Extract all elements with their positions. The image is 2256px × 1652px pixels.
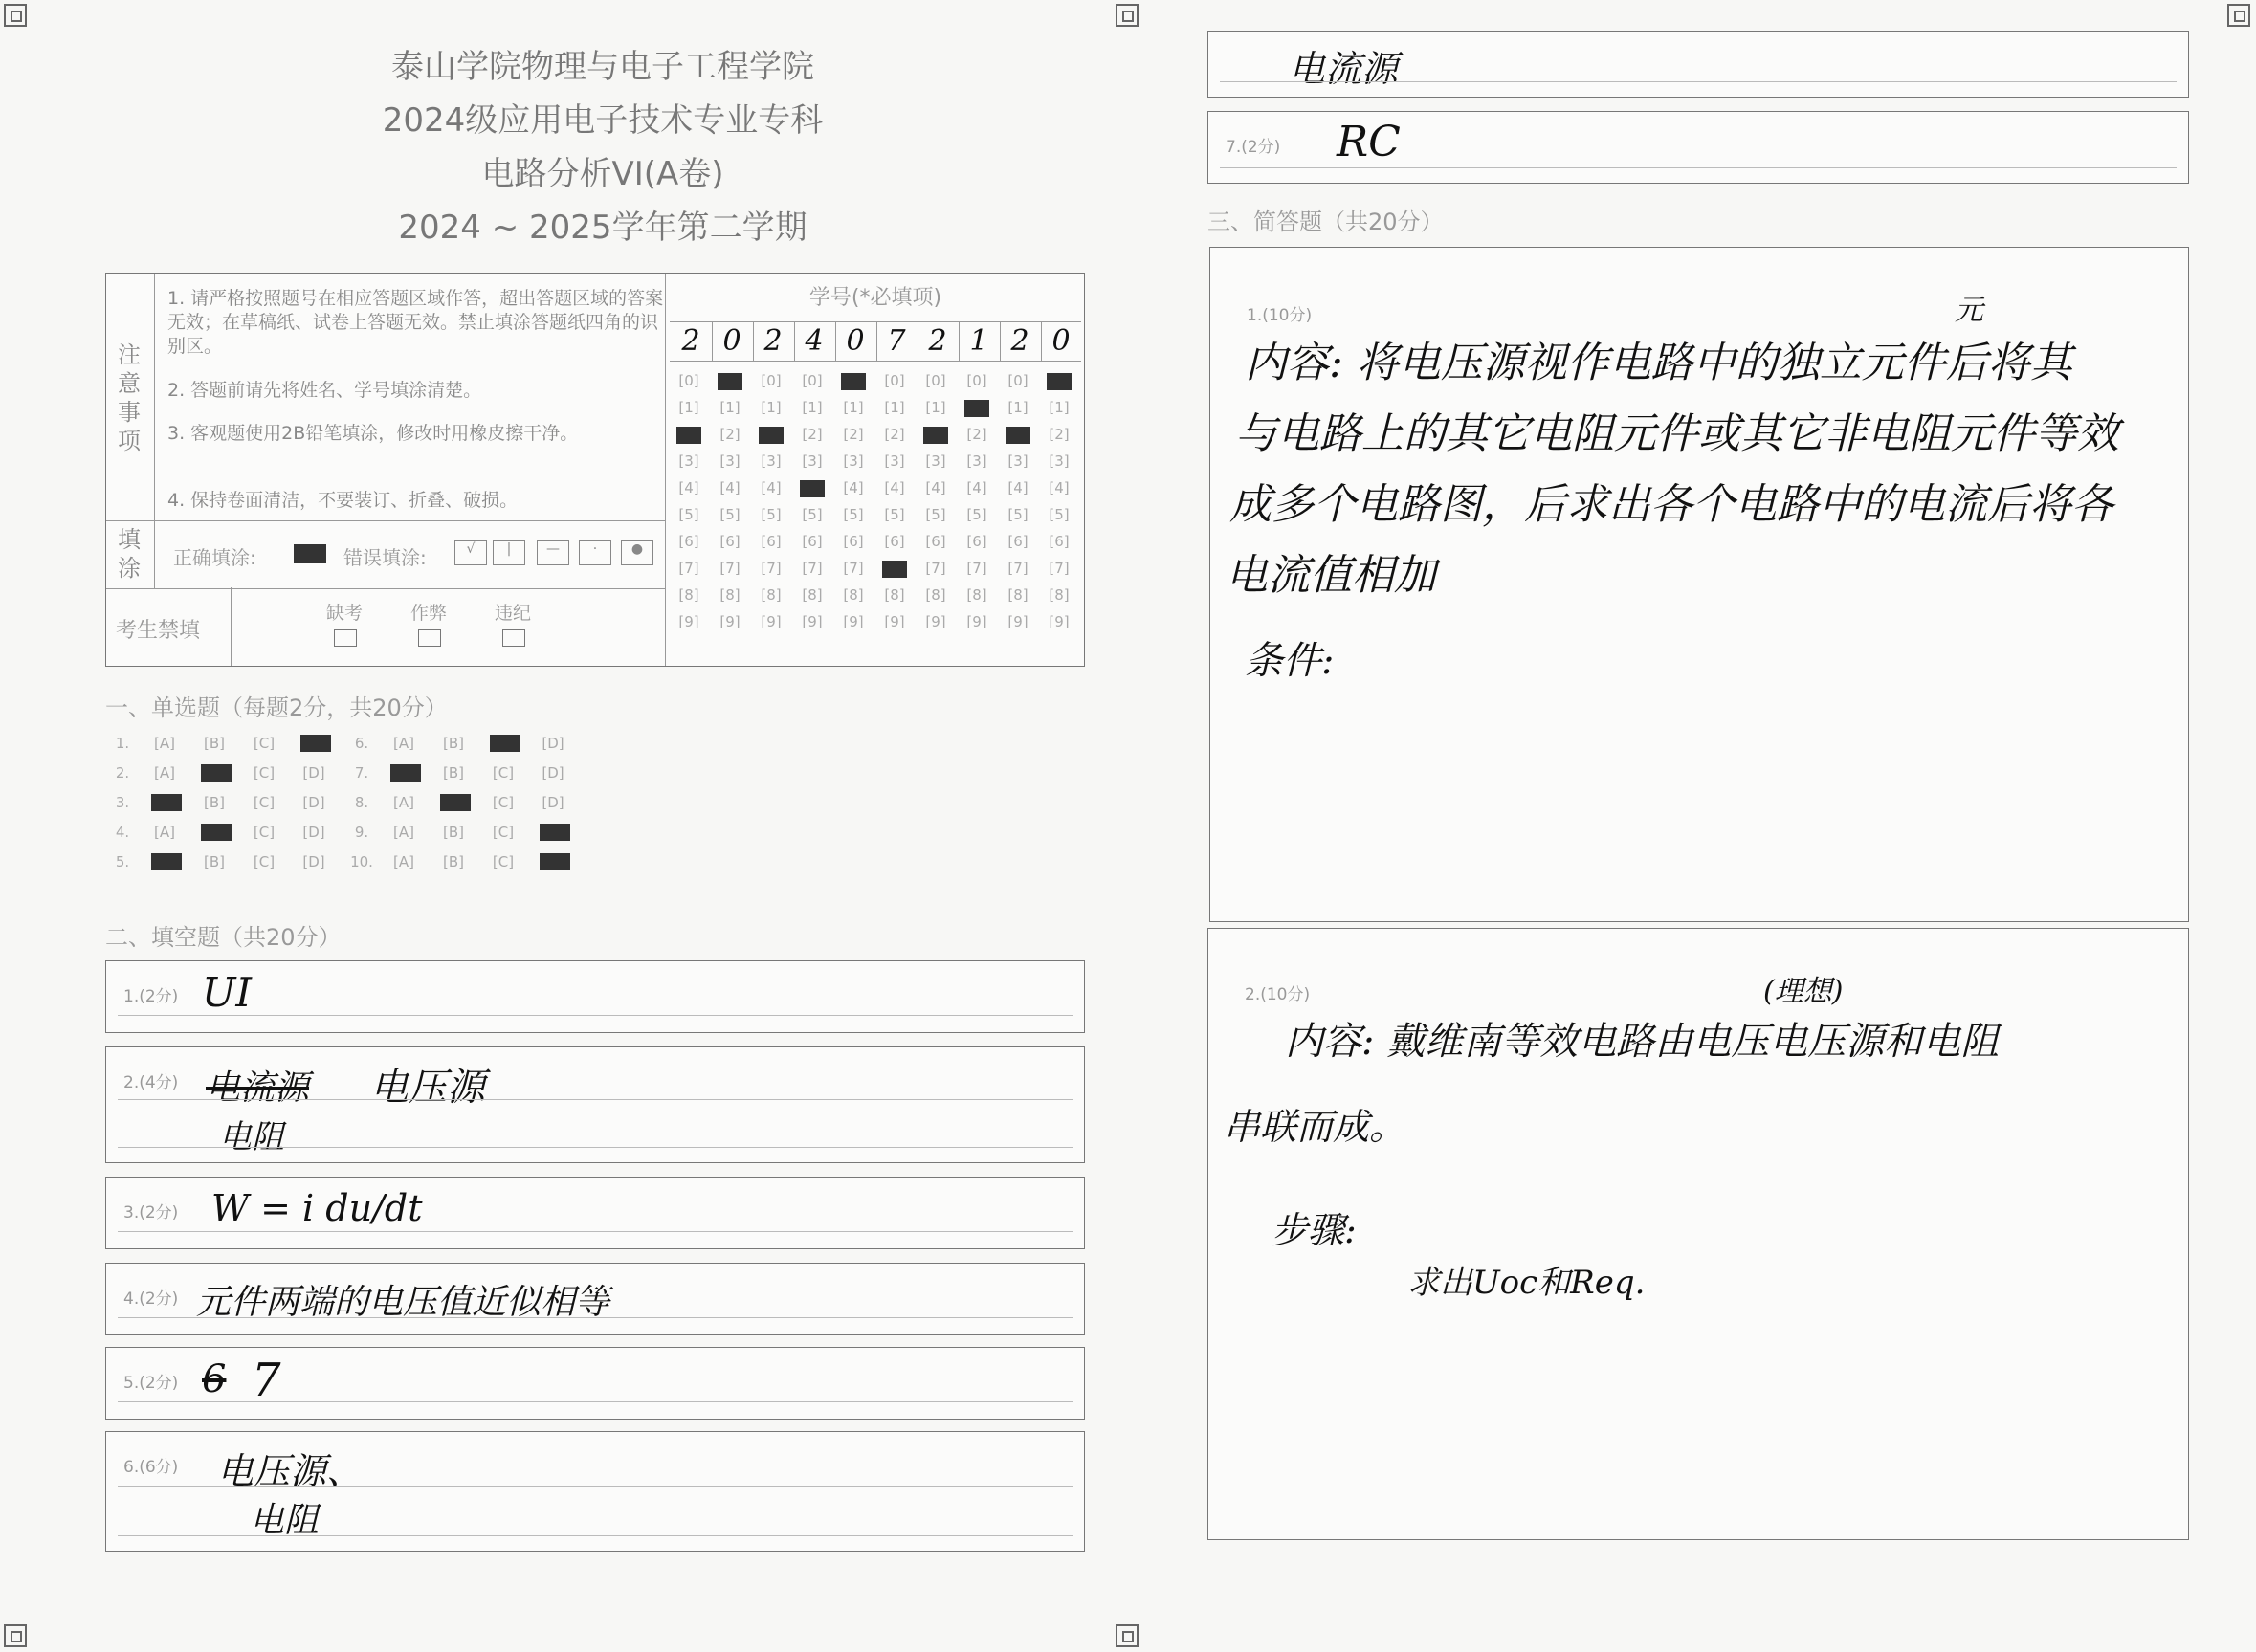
mc-question-row (105, 792, 339, 819)
id-bubble[interactable]: [5] (925, 506, 946, 523)
id-bubble[interactable]: [8] (678, 586, 699, 604)
blank-q4-box[interactable] (105, 1263, 1085, 1335)
mc-question-row (105, 733, 339, 760)
mc-option-bubble[interactable]: [C] (253, 735, 276, 752)
id-bubble-column (962, 367, 992, 635)
short-q1-line3: 成多个电路图，后求出各个电路中的电流后将各 (1229, 480, 2113, 529)
id-bubble[interactable]: [3] (802, 452, 823, 470)
mc-question-row (105, 762, 339, 789)
mc-option-bubble[interactable]: [B] (443, 735, 464, 752)
wrong-fill-sample-4: · (579, 540, 611, 565)
violation-option-label: 违纪 (495, 603, 532, 624)
id-digit: 7 (875, 322, 918, 361)
id-bubble[interactable]: [4] (719, 479, 741, 496)
wrong-fill-text: 错误填涂: (343, 546, 427, 569)
id-bubble[interactable]: [4] (761, 479, 782, 496)
mc-option-bubble[interactable]: [D] (302, 824, 325, 841)
correct-fill-text: 正确填涂: (173, 546, 256, 569)
blank-q2-struck: 电流源 (206, 1068, 310, 1108)
mc-option-bubble[interactable]: [B] (204, 735, 225, 752)
short-q1-line4: 电流值相加 (1226, 551, 1436, 600)
mc-option-bubble[interactable]: [C] (253, 824, 276, 841)
id-bubble[interactable]: [1] (719, 399, 741, 416)
id-bubble[interactable]: [4] (678, 479, 699, 496)
id-bubble[interactable]: [0] (884, 372, 905, 389)
mc-question-number: 8. (354, 794, 369, 811)
id-bubble[interactable]: [0] (802, 372, 823, 389)
id-bubble[interactable]: [9] (884, 613, 905, 630)
cheat-checkbox[interactable] (418, 629, 441, 650)
mc-option-bubble[interactable]: [B] (204, 794, 225, 811)
id-bubble[interactable] (1044, 367, 1074, 394)
id-bubble[interactable]: [1] (925, 399, 946, 416)
id-bubble[interactable] (920, 421, 951, 448)
semester-title: 2024 ~ 2025学年第二学期 (398, 209, 807, 247)
correct-fill-sample (294, 544, 326, 563)
id-bubble[interactable]: [7] (761, 560, 782, 577)
short-q1-insert: 元 (1955, 294, 1983, 327)
id-bubble[interactable]: [6] (678, 533, 699, 550)
blank-q4-label: 4.(2分) (123, 1289, 179, 1309)
id-bubble[interactable]: [3] (761, 452, 782, 470)
id-bubble[interactable]: [1] (1049, 399, 1070, 416)
id-bubble[interactable] (1003, 421, 1033, 448)
notice-item-2: 2. 答题前请先将姓名、学号填涂清楚。 (167, 380, 482, 401)
absent-label: 考生禁填 (116, 619, 201, 643)
id-digit: 0 (1051, 324, 1071, 358)
section2-heading: 二、填空题（共20分） (105, 924, 342, 951)
id-digit: 4 (793, 322, 836, 361)
id-bubble[interactable]: [0] (925, 372, 946, 389)
id-bubble[interactable]: [7] (678, 560, 699, 577)
mc-option-bubble[interactable]: [A] (154, 735, 175, 752)
mc-option-bubble[interactable]: [B] (204, 853, 225, 870)
id-bubble-column (1044, 367, 1074, 635)
id-bubble[interactable]: [8] (884, 586, 905, 604)
id-bubble[interactable] (756, 421, 786, 448)
registration-mark (1116, 4, 1139, 27)
id-digit: 2 (917, 322, 960, 361)
mc-option-bubble[interactable]: [D] (302, 853, 325, 870)
mc-option-bubble[interactable] (478, 733, 528, 754)
id-bubble[interactable]: [1] (1007, 399, 1028, 416)
id-bubble[interactable]: [0] (1007, 372, 1028, 389)
registration-mark (2227, 4, 2250, 27)
id-bubble[interactable]: [3] (1007, 452, 1028, 470)
mc-option-bubble[interactable]: [D] (302, 764, 325, 782)
mc-question-number: 10. (350, 853, 373, 870)
fill-guide-row (106, 520, 665, 589)
id-bubble[interactable]: [1] (761, 399, 782, 416)
id-bubble[interactable] (715, 367, 745, 394)
id-bubble[interactable] (797, 474, 828, 501)
blank-q6-label: 6.(6分) (123, 1458, 179, 1477)
id-bubble[interactable]: [2] (802, 426, 823, 443)
id-bubble[interactable]: [7] (1049, 560, 1070, 577)
id-bubble[interactable]: [5] (1049, 506, 1070, 523)
exam-title: 电路分析VI(A卷) (481, 155, 724, 193)
blank-q1-box[interactable] (105, 960, 1085, 1033)
id-bubble-column (756, 367, 786, 635)
wrong-fill-sample-2: | (493, 540, 525, 565)
short-q2-insert: (理想) (1763, 975, 1844, 1008)
id-bubble-column (797, 367, 828, 635)
id-digit: 0 (834, 322, 877, 361)
blank-q2-answer: 电压源 (370, 1066, 485, 1110)
mc-option-bubble[interactable] (140, 851, 189, 872)
id-bubble[interactable]: [8] (1007, 586, 1028, 604)
id-bubble[interactable]: [9] (966, 613, 987, 630)
blank-q1-answer: UI (202, 969, 252, 1016)
short-q2-line3: 步骤: (1272, 1209, 1357, 1251)
mc-option-bubble[interactable] (189, 822, 239, 843)
id-bubble[interactable]: [7] (966, 560, 987, 577)
violation-checkbox[interactable] (502, 629, 525, 650)
id-bubble[interactable]: [3] (925, 452, 946, 470)
id-bubble[interactable]: [5] (884, 506, 905, 523)
id-bubble[interactable]: [5] (966, 506, 987, 523)
blank-q3-box[interactable] (105, 1177, 1085, 1249)
id-bubble[interactable]: [9] (678, 613, 699, 630)
id-bubble[interactable]: [0] (966, 372, 987, 389)
id-bubble[interactable]: [5] (761, 506, 782, 523)
mc-option-bubble[interactable]: [B] (443, 853, 464, 870)
id-bubble[interactable]: [0] (678, 372, 699, 389)
id-bubble[interactable]: [2] (843, 426, 864, 443)
mc-option-bubble[interactable] (528, 851, 578, 872)
id-bubble[interactable]: [8] (761, 586, 782, 604)
id-bubble[interactable] (879, 555, 910, 582)
id-bubble-column (920, 367, 951, 635)
id-bubble[interactable]: [2] (966, 426, 987, 443)
mc-question-number: 3. (115, 794, 130, 811)
mc-option-bubble[interactable]: [C] (253, 794, 276, 811)
id-bubble[interactable]: [6] (802, 533, 823, 550)
id-digit: 2 (999, 322, 1042, 361)
id-bubble[interactable]: [2] (1049, 426, 1070, 443)
mc-option-bubble[interactable] (140, 792, 189, 813)
wrong-fill-sample-5: ● (621, 540, 653, 565)
blank-q7-label: 7.(2分) (1226, 138, 1281, 157)
mc-question-number: 6. (354, 735, 369, 752)
notice-label-cell (106, 274, 155, 520)
mc-option-bubble[interactable]: [C] (492, 764, 515, 782)
mc-option-bubble[interactable]: [A] (154, 824, 175, 841)
mc-option-bubble[interactable]: [C] (492, 853, 515, 870)
notice-item-4: 4. 保持卷面清洁，不要装订、折叠、破损。 (167, 490, 519, 511)
mc-question-row (105, 851, 339, 878)
id-bubble[interactable]: [8] (843, 586, 864, 604)
id-bubble[interactable]: [5] (802, 506, 823, 523)
mc-option-bubble[interactable]: [A] (393, 794, 414, 811)
id-bubble[interactable]: [9] (802, 613, 823, 630)
id-bubble[interactable]: [1] (884, 399, 905, 416)
id-bubble[interactable]: [9] (843, 613, 864, 630)
blank-q2-answer2: 电阻 (219, 1118, 284, 1156)
mc-option-bubble[interactable]: [C] (253, 853, 276, 870)
id-bubble-column (1003, 367, 1033, 635)
blank-q3-label: 3.(2分) (123, 1203, 179, 1222)
id-bubble[interactable] (674, 421, 704, 448)
id-bubble-column (715, 367, 745, 635)
wrong-fill-sample-1: √ (454, 540, 487, 565)
major-title: 2024级应用电子技术专业专科 (382, 101, 824, 140)
blank-q1-label: 1.(2分) (123, 987, 179, 1006)
blank-q2-box[interactable] (105, 1046, 1085, 1163)
id-bubble[interactable]: [8] (1049, 586, 1070, 604)
id-bubble[interactable]: [3] (966, 452, 987, 470)
id-bubble[interactable]: [1] (802, 399, 823, 416)
section3-heading: 三、简答题（共20分） (1207, 209, 1444, 235)
id-digit: 2 (752, 322, 795, 361)
blank-q2-label: 2.(4分) (123, 1073, 179, 1092)
id-bubble[interactable]: [7] (802, 560, 823, 577)
registration-mark (4, 1624, 27, 1647)
blank-q6-answer2: 电阻 (250, 1501, 320, 1540)
short-q1-line1: 内容: 将电压源视作电路中的独立元件后将其 (1245, 339, 2072, 387)
blank-q5-label: 5.(2分) (123, 1374, 179, 1393)
id-bubble[interactable]: [5] (1007, 506, 1028, 523)
blank-q5-answer: 7 (252, 1354, 281, 1407)
notice-item-1: 1. 请严格按照题号在相应答题区域作答，超出答题区域的答案无效；在草稿纸、试卷上答题无效。禁止填涂答题纸四角的识别区。 (167, 288, 664, 357)
id-bubble[interactable]: [8] (966, 586, 987, 604)
id-bubble[interactable]: [6] (719, 533, 741, 550)
mc-question-row (344, 762, 578, 789)
id-bubble[interactable]: [9] (719, 613, 741, 630)
absent-checkbox[interactable] (334, 629, 357, 650)
id-bubble[interactable]: [1] (843, 399, 864, 416)
id-bubble[interactable]: [5] (719, 506, 741, 523)
id-bubble[interactable]: [8] (719, 586, 741, 604)
mc-question-row (105, 822, 339, 848)
mc-option-bubble[interactable]: [A] (393, 735, 414, 752)
mc-option-bubble[interactable]: [D] (542, 764, 564, 782)
id-bubble-column (879, 367, 910, 635)
id-bubble[interactable]: [6] (966, 533, 987, 550)
id-bubble[interactable]: [3] (843, 452, 864, 470)
id-bubble[interactable]: [4] (925, 479, 946, 496)
id-bubble-column (838, 367, 869, 635)
id-bubble[interactable]: [3] (678, 452, 699, 470)
absent-row (106, 587, 665, 666)
blank-q6-continued-box[interactable] (1207, 31, 2189, 98)
id-bubble[interactable]: [7] (843, 560, 864, 577)
registration-mark (1116, 1624, 1139, 1647)
id-bubble[interactable]: [9] (1049, 613, 1070, 630)
mc-question-number: 1. (115, 735, 130, 752)
short-q1-line5: 条件: (1245, 639, 1335, 683)
mc-option-bubble[interactable] (189, 762, 239, 783)
id-digit: 2 (670, 322, 713, 361)
id-bubble[interactable]: [3] (884, 452, 905, 470)
mc-option-bubble[interactable]: [A] (393, 824, 414, 841)
id-bubble[interactable]: [2] (884, 426, 905, 443)
id-bubble[interactable]: [6] (884, 533, 905, 550)
blank-q5-box[interactable] (105, 1347, 1085, 1420)
mc-question-row (344, 851, 578, 878)
id-bubble[interactable]: [4] (966, 479, 987, 496)
mc-option-bubble[interactable] (379, 762, 429, 783)
blank-q7-box[interactable] (1207, 111, 2189, 184)
id-bubble[interactable]: [9] (761, 613, 782, 630)
id-bubble[interactable]: [6] (1007, 533, 1028, 550)
student-id-digits (670, 321, 1081, 362)
blank-q7-answer: RC (1337, 118, 1401, 166)
student-id-title: 学号(*必填项) (808, 286, 942, 310)
id-bubble[interactable]: [7] (719, 560, 741, 577)
section1-heading: 一、单选题（每题2分，共20分） (105, 694, 448, 721)
mc-option-bubble[interactable] (429, 792, 478, 813)
mc-option-bubble[interactable]: [B] (443, 764, 464, 782)
blank-q6-box[interactable] (105, 1431, 1085, 1552)
mc-question-number: 5. (115, 853, 130, 870)
id-bubble[interactable]: [8] (925, 586, 946, 604)
id-bubble[interactable]: [4] (1007, 479, 1028, 496)
info-panel (105, 273, 1085, 667)
mc-question-row (344, 792, 578, 819)
cheat-option-label: 作弊 (410, 603, 448, 624)
id-bubble[interactable] (838, 367, 869, 394)
id-bubble[interactable]: [4] (1049, 479, 1070, 496)
short-q2-line2: 串联而成。 (1224, 1106, 1406, 1148)
id-bubble[interactable]: [9] (1007, 613, 1028, 630)
mc-option-bubble[interactable] (528, 822, 578, 843)
notice-item-3: 3. 客观题使用2B铅笔填涂，修改时用橡皮擦干净。 (167, 423, 579, 444)
id-bubble-column (674, 367, 704, 635)
mc-option-bubble[interactable]: [A] (393, 853, 414, 870)
mc-option-bubble[interactable]: [B] (443, 824, 464, 841)
mc-option-bubble[interactable]: [C] (492, 824, 515, 841)
id-bubble[interactable] (962, 394, 992, 421)
short-q2-label: 2.(10分) (1245, 985, 1311, 1004)
id-bubble[interactable]: [7] (1007, 560, 1028, 577)
mc-option-bubble[interactable]: [A] (154, 764, 175, 782)
id-bubble[interactable]: [5] (678, 506, 699, 523)
mc-option-bubble[interactable]: [C] (492, 794, 515, 811)
student-id-panel (665, 274, 1085, 666)
short-q1-line2: 与电路上的其它电阻元件或其它非电阻元件等效 (1235, 409, 2119, 458)
blank-q5-struck: 6 (202, 1357, 227, 1401)
id-bubble[interactable]: [4] (843, 479, 864, 496)
mc-option-bubble[interactable]: [D] (542, 735, 564, 752)
id-bubble[interactable]: [5] (843, 506, 864, 523)
absent-option-label: 缺考 (326, 603, 364, 624)
id-bubble[interactable]: [0] (761, 372, 782, 389)
id-bubble[interactable]: [6] (761, 533, 782, 550)
school-title: 泰山学院物理与电子工程学院 (391, 48, 814, 86)
short-answer-q1-box[interactable] (1209, 247, 2189, 922)
id-bubble[interactable]: [8] (802, 586, 823, 604)
id-bubble[interactable]: [2] (719, 426, 741, 443)
id-bubble[interactable]: [3] (1049, 452, 1070, 470)
id-bubble[interactable]: [7] (925, 560, 946, 577)
id-bubble[interactable]: [6] (925, 533, 946, 550)
mc-question-number: 2. (115, 764, 130, 782)
mc-option-bubble[interactable]: [C] (253, 764, 276, 782)
mc-option-bubble[interactable] (289, 733, 339, 754)
mc-option-bubble[interactable]: [D] (302, 794, 325, 811)
id-bubble[interactable]: [4] (884, 479, 905, 496)
blank-q4-answer: 元件两端的电压值近似相等 (196, 1283, 610, 1322)
student-id-bubbles (674, 367, 1085, 645)
mc-question-number: 7. (354, 764, 369, 782)
mc-question-number: 9. (354, 824, 369, 841)
id-bubble[interactable]: [6] (1049, 533, 1070, 550)
mc-question-row (344, 733, 578, 760)
id-bubble[interactable]: [9] (925, 613, 946, 630)
short-q1-label: 1.(10分) (1247, 306, 1313, 325)
short-answer-q2-box[interactable] (1207, 928, 2189, 1540)
id-digit: 0 (711, 322, 754, 361)
blank-q6-answer3: 电流源 (1289, 48, 1399, 90)
blank-q3-answer: W = i du/dt (211, 1187, 423, 1229)
id-bubble[interactable]: [3] (719, 452, 741, 470)
mc-option-bubble[interactable]: [D] (542, 794, 564, 811)
short-q2-line1: 内容: 戴维南等效电路由电压电压源和电阻 (1285, 1020, 2000, 1064)
fill-guide-label: 填涂 (118, 526, 141, 582)
multiple-choice-area (105, 733, 1085, 886)
id-bubble[interactable]: [1] (678, 399, 699, 416)
mc-question-number: 4. (115, 824, 130, 841)
registration-mark (4, 4, 27, 27)
blank-q6-answer: 电压源、 (217, 1450, 364, 1492)
mc-question-row (344, 822, 578, 848)
wrong-fill-sample-3: — (537, 540, 569, 565)
short-q2-line4: 求出Uoc和Req. (1407, 1264, 1646, 1302)
notice-label: 注意事项 (118, 341, 141, 454)
id-bubble[interactable]: [6] (843, 533, 864, 550)
id-digit: 1 (958, 322, 1001, 361)
